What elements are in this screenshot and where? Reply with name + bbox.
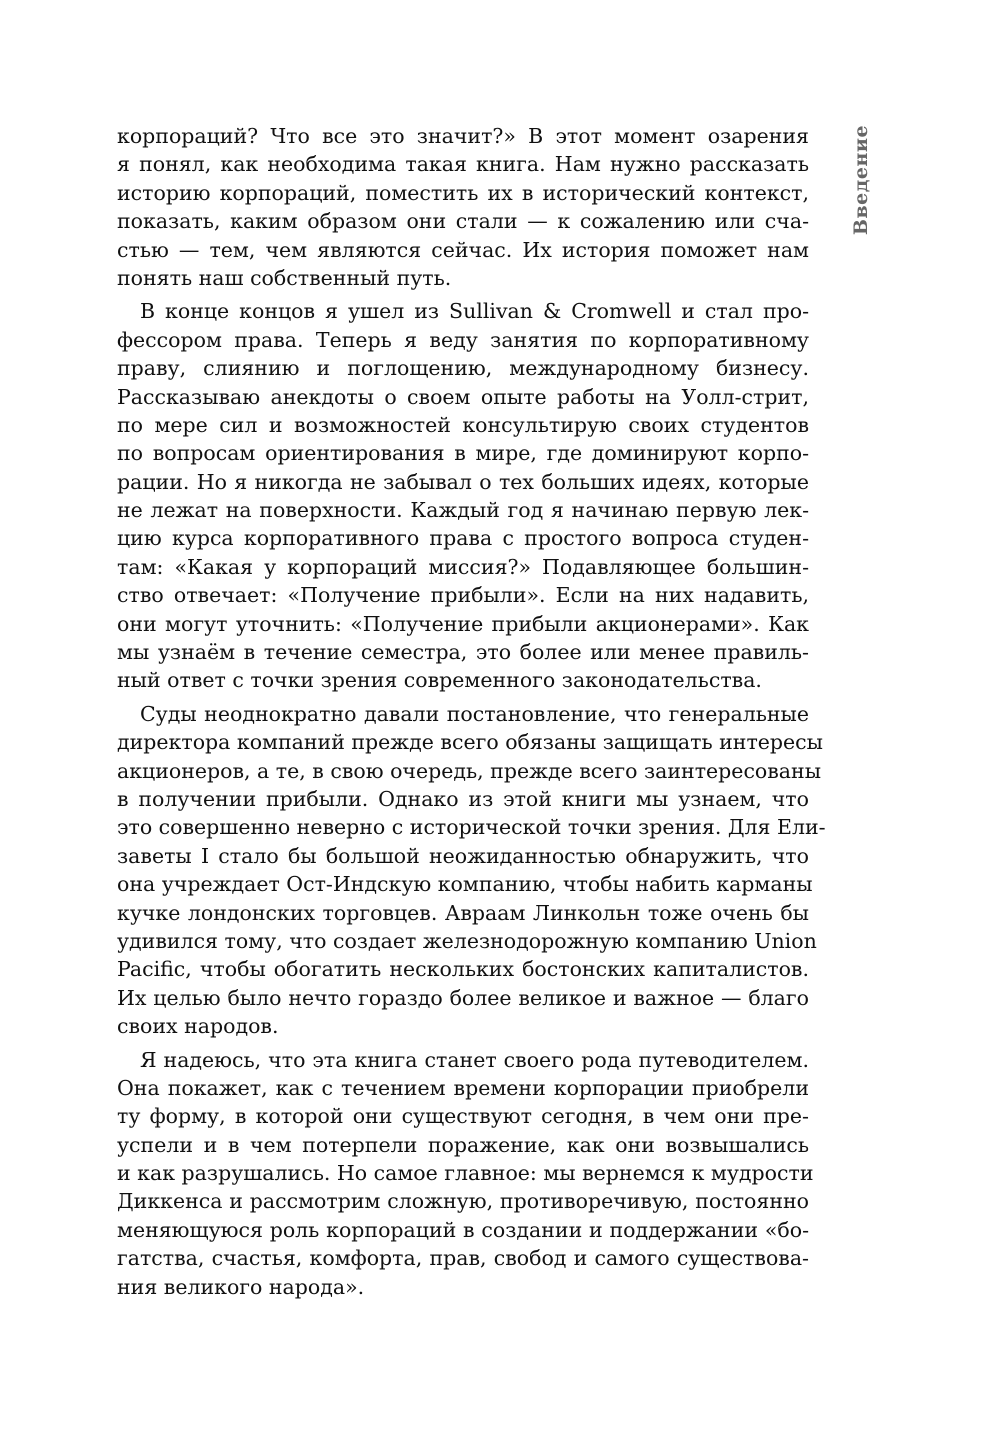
text-line: не лежат на поверхности. Каждый год я начинаю первую лек- [117, 498, 809, 523]
text-line: ния великого народа». [117, 1274, 365, 1299]
text-line: и как разрушались. Но самое главное: мы вернемся к мудрости [117, 1161, 814, 1186]
running-section-label [841, 112, 881, 247]
text-line: Суды неоднократно давали постановление, что генеральные [140, 701, 809, 726]
text-line: праву, слиянию и поглощению, международному бизнесу. [117, 356, 809, 381]
text-line: стью — тем, чем являются сейчас. Их история поможет нам [117, 237, 809, 262]
paragraph [117, 122, 809, 292]
text-line: Их целью было нечто гораздо более великое и важное — благо [117, 985, 809, 1010]
text-line: рации. Но я никогда не забывал о тех больших идеях, которые [117, 469, 809, 494]
paragraph [117, 700, 826, 1041]
text-line: Pacific, чтобы обогатить нескольких бостонских капиталистов. [117, 957, 809, 982]
text-line: по мере сил и возможностей консультирую своих студентов [117, 412, 809, 437]
paragraph [117, 1046, 814, 1302]
paragraph [117, 297, 809, 694]
text-line: своих народов. [117, 1014, 279, 1039]
text-line: директора компаний прежде всего обязаны защищать интересы [117, 730, 823, 755]
text-line: успели и в чем потерпели поражение, как они возвышались [117, 1132, 809, 1157]
text-line: акционеров, а те, в свою очередь, прежде всего заинтересованы [117, 758, 822, 783]
section-label-text: Введение [850, 124, 872, 235]
text-line: она учреждает Ост-Индскую компанию, чтобы набить карманы [117, 872, 813, 897]
text-line: Диккенса и рассмотрим сложную, противоречивую, постоянно [117, 1189, 809, 1214]
text-line: В конце концов я ушел из Sullivan & Cromwell и стал про- [140, 299, 809, 324]
text-line: в получении прибыли. Однако из этой книги мы узнаем, что [117, 786, 809, 811]
text-line: мы узнаём в течение семестра, это более или менее правиль- [117, 640, 809, 665]
text-line: они могут уточнить: «Получение прибыли акционерами». Как [117, 611, 809, 636]
text-line: заветы I стало бы большой неожиданностью обнаружить, что [117, 843, 809, 868]
text-line: понять наш собственный путь. [117, 265, 452, 290]
text-line: там: «Какая у корпораций миссия?» Подавляющее большин- [117, 554, 809, 579]
text-line: кучке лондонских торговцев. Авраам Линкольн тоже очень бы [117, 900, 809, 925]
text-line: историю корпораций, поместить их в исторический контекст, [117, 180, 809, 205]
text-line: корпораций? Что все это значит?» В этот момент озарения [117, 124, 809, 148]
text-line: фессором права. Теперь я веду занятия по корпоративному [117, 327, 809, 352]
text-line: по вопросам ориентирования в мире, где доминируют корпо- [117, 441, 809, 466]
text-line: Рассказываю анекдоты о своем опыте работы на Уолл-стрит, [117, 384, 809, 409]
text-line: ство отвечает: «Получение прибыли». Если на них надавить, [117, 583, 809, 608]
body-text [117, 122, 826, 1306]
text-line: ту форму, в которой они существуют сегодня, в чем они пре- [117, 1104, 809, 1129]
text-line: Я надеюсь, что эта книга станет своего рода путеводителем. [140, 1047, 809, 1072]
text-line: Она покажет, как с течением времени корпорации приобрели [117, 1075, 809, 1100]
text-line: удивился тому, что создает железнодорожную компанию Union [117, 928, 817, 953]
text-line: это совершенно неверно с исторической точки зрения. Для Ели- [117, 815, 826, 840]
text-line: меняющуюся роль корпораций в создании и поддержании «бо- [117, 1217, 809, 1242]
text-line: гатства, счастья, комфорта, прав, свобод и самого существова- [117, 1246, 809, 1271]
text-line: я понял, как необходима такая книга. Нам нужно рассказать [117, 152, 809, 177]
text-line: показать, каким образом они стали — к сожалению или сча- [117, 209, 809, 234]
text-line: ный ответ с точки зрения современного законодательства. [117, 668, 762, 693]
text-line: цию курса корпоративного права с простого вопроса студен- [117, 526, 809, 551]
